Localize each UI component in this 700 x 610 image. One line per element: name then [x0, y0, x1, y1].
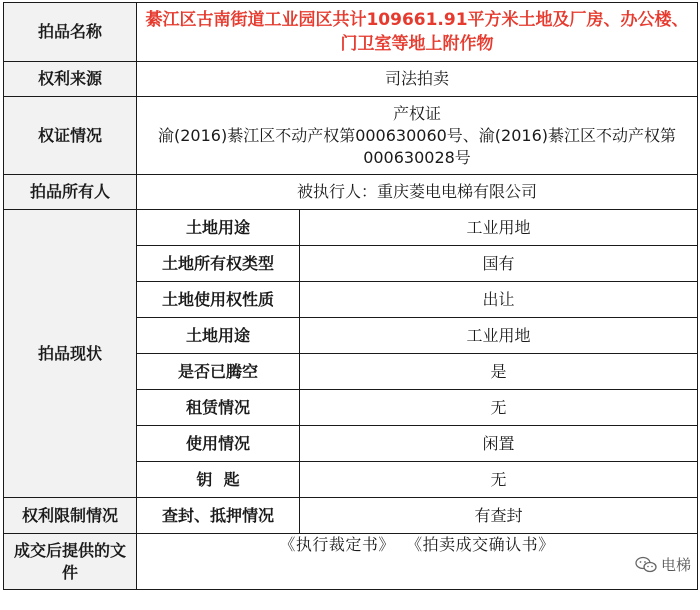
- status-key: 土地使用权性质: [137, 282, 300, 318]
- restrictions-value: 有查封: [300, 498, 698, 534]
- rights-source-label: 权利来源: [4, 62, 137, 97]
- status-key: 钥 匙: [137, 462, 300, 498]
- status-value: 是: [300, 354, 698, 390]
- row-lot-name: [4, 3, 698, 62]
- row-certificate: [4, 97, 698, 175]
- certificate-label: 权证情况: [4, 97, 137, 175]
- documents-wrap: [141, 534, 693, 589]
- status-value: 国有: [300, 246, 698, 282]
- row-restrictions: [4, 498, 698, 534]
- status-value: 无: [300, 462, 698, 498]
- owner-value: 被执行人：重庆菱电电梯有限公司: [137, 175, 698, 210]
- status-row: [4, 210, 698, 246]
- status-label: 拍品现状: [4, 210, 137, 498]
- watermark: [635, 554, 691, 576]
- rights-source-value: 司法拍卖: [137, 62, 698, 97]
- status-value: 工业用地: [300, 318, 698, 354]
- status-value: 出让: [300, 282, 698, 318]
- documents-value: 《执行裁定书》 《拍卖成交确认书》: [279, 535, 555, 554]
- lot-name-value: 綦江区古南街道工业园区共计109661.91平方米土地及厂房、办公楼、门卫室等地上附作物: [137, 3, 698, 62]
- status-key: 租赁情况: [137, 390, 300, 426]
- certificate-type: 产权证: [392, 103, 441, 123]
- status-key: 土地用途: [137, 210, 300, 246]
- status-key: 土地所有权类型: [137, 246, 300, 282]
- status-key: 土地用途: [137, 318, 300, 354]
- owner-label: 拍品所有人: [4, 175, 137, 210]
- restrictions-label: 权利限制情况: [4, 498, 137, 534]
- certificate-numbers: 渝(2016)綦江区不动产权第000630060号、渝(2016)綦江区不动产权第000630028号: [157, 125, 677, 167]
- row-owner: [4, 175, 698, 210]
- status-value: 工业用地: [300, 210, 698, 246]
- auction-info-table: [3, 2, 698, 590]
- row-rights-source: [4, 62, 698, 97]
- row-documents: [4, 534, 698, 590]
- documents-cell: [137, 534, 698, 590]
- watermark-text: 电梯: [660, 556, 691, 574]
- lot-name-label: 拍品名称: [4, 3, 137, 62]
- status-value: 无: [300, 390, 698, 426]
- restrictions-key: 查封、抵押情况: [137, 498, 300, 534]
- status-value: 闲置: [300, 426, 698, 462]
- documents-label: 成交后提供的文件: [4, 534, 137, 590]
- status-key: 使用情况: [137, 426, 300, 462]
- status-key: 是否已腾空: [137, 354, 300, 390]
- certificate-value: [137, 97, 698, 175]
- wechat-icon: [635, 556, 657, 574]
